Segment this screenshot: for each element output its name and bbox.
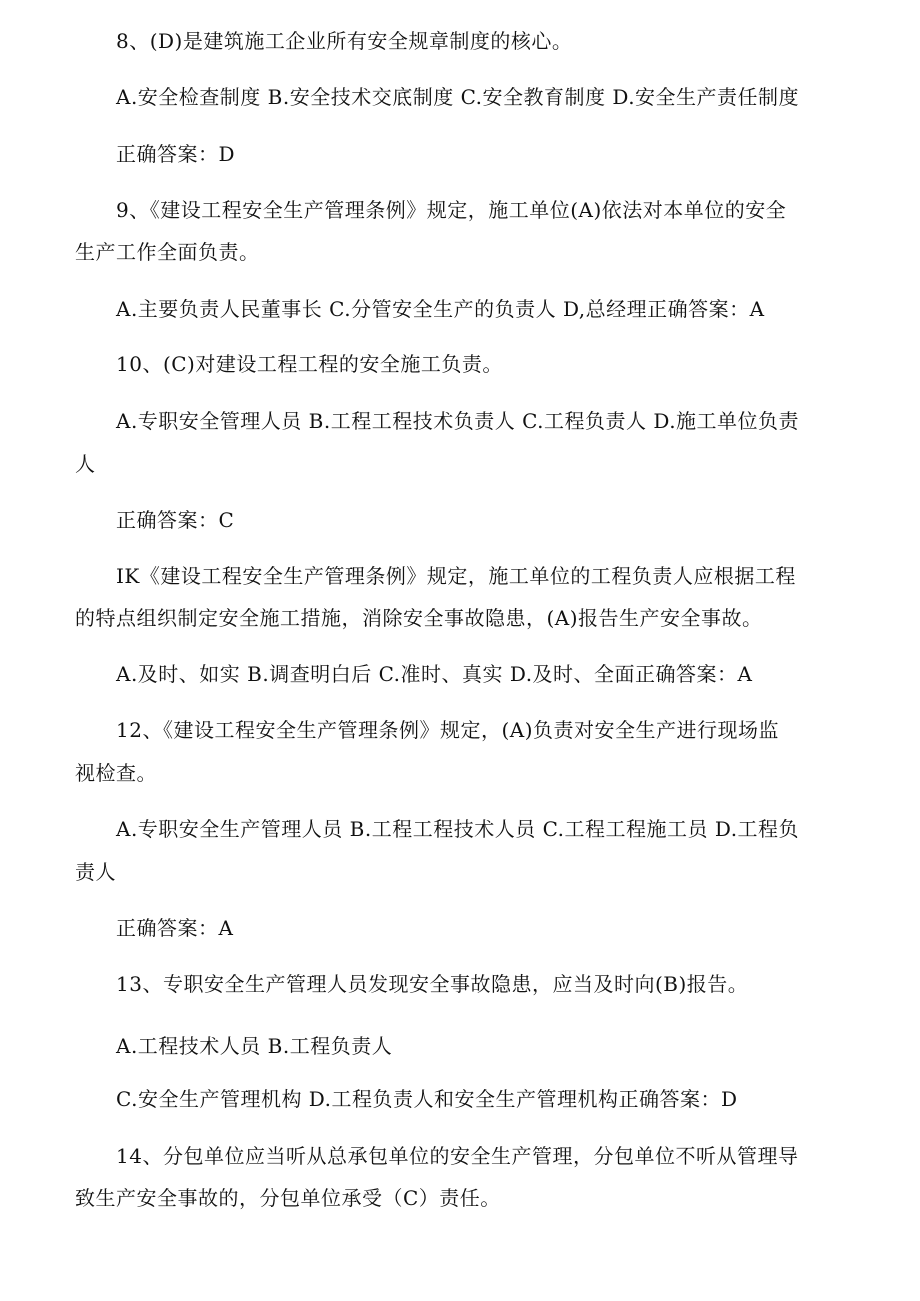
question-13-options-line-1: A.工程技术人员 B.工程负责人 <box>116 1034 393 1058</box>
question-10: 10、(C)对建设工程工程的安全施工负责。 <box>116 352 503 376</box>
question-10-answer: 正确答案：C <box>116 508 235 532</box>
question-14-line-1: 14、分包单位应当听从总承包单位的安全生产管理，分包单位不听从管理导 <box>116 1144 799 1168</box>
question-13: 13、专职安全生产管理人员发现安全事故隐患，应当及时向(B)报告。 <box>116 972 749 996</box>
question-9-options-answer: A.主要负责人民董事长 C.分管安全生产的负责人 D,总经理正确答案：A <box>116 297 765 321</box>
question-12-answer: 正确答案：A <box>116 916 234 940</box>
question-12-options-line-1: A.专职安全生产管理人员 B.工程工程技术人员 C.工程工程施工员 D.工程负 <box>116 817 800 841</box>
question-12-line-2: 视检查。 <box>75 761 157 785</box>
question-11-options-answer: A.及时、如实 B.调查明白后 C.准时、真实 D.及时、全面正确答案：A <box>116 662 753 686</box>
question-11-line-1: IK《建设工程安全生产管理条例》规定，施工单位的工程负责人应根据工程 <box>116 564 796 588</box>
question-8-answer: 正确答案：D <box>116 142 236 166</box>
question-10-options-line-1: A.专职安全管理人员 B.工程工程技术负责人 C.工程负责人 D.施工单位负责 <box>116 409 800 433</box>
question-14-line-2: 致生产安全事故的，分包单位承受（C）责任。 <box>75 1186 501 1210</box>
question-12-line-1: 12、《建设工程安全生产管理条例》规定，(A)负责对安全生产进行现场监 <box>116 718 779 742</box>
question-8-options: A.安全检查制度 B.安全技术交底制度 C.安全教育制度 D.安全生产责任制度 <box>116 85 800 109</box>
question-10-options-line-2: 人 <box>75 452 96 476</box>
question-9-line-1: 9、《建设工程安全生产管理条例》规定，施工单位(A)依法对本单位的安全 <box>116 198 787 222</box>
question-13-options-answer: C.安全生产管理机构 D.工程负责人和安全生产管理机构正确答案：D <box>116 1087 738 1111</box>
question-8: 8、(D)是建筑施工企业所有安全规章制度的核心。 <box>116 29 573 53</box>
question-12-options-line-2: 责人 <box>75 860 116 884</box>
question-9-line-2: 生产工作全面负责。 <box>75 240 260 264</box>
question-11-line-2: 的特点组织制定安全施工措施，消除安全事故隐患，(A)报告生产安全事故。 <box>75 606 763 630</box>
